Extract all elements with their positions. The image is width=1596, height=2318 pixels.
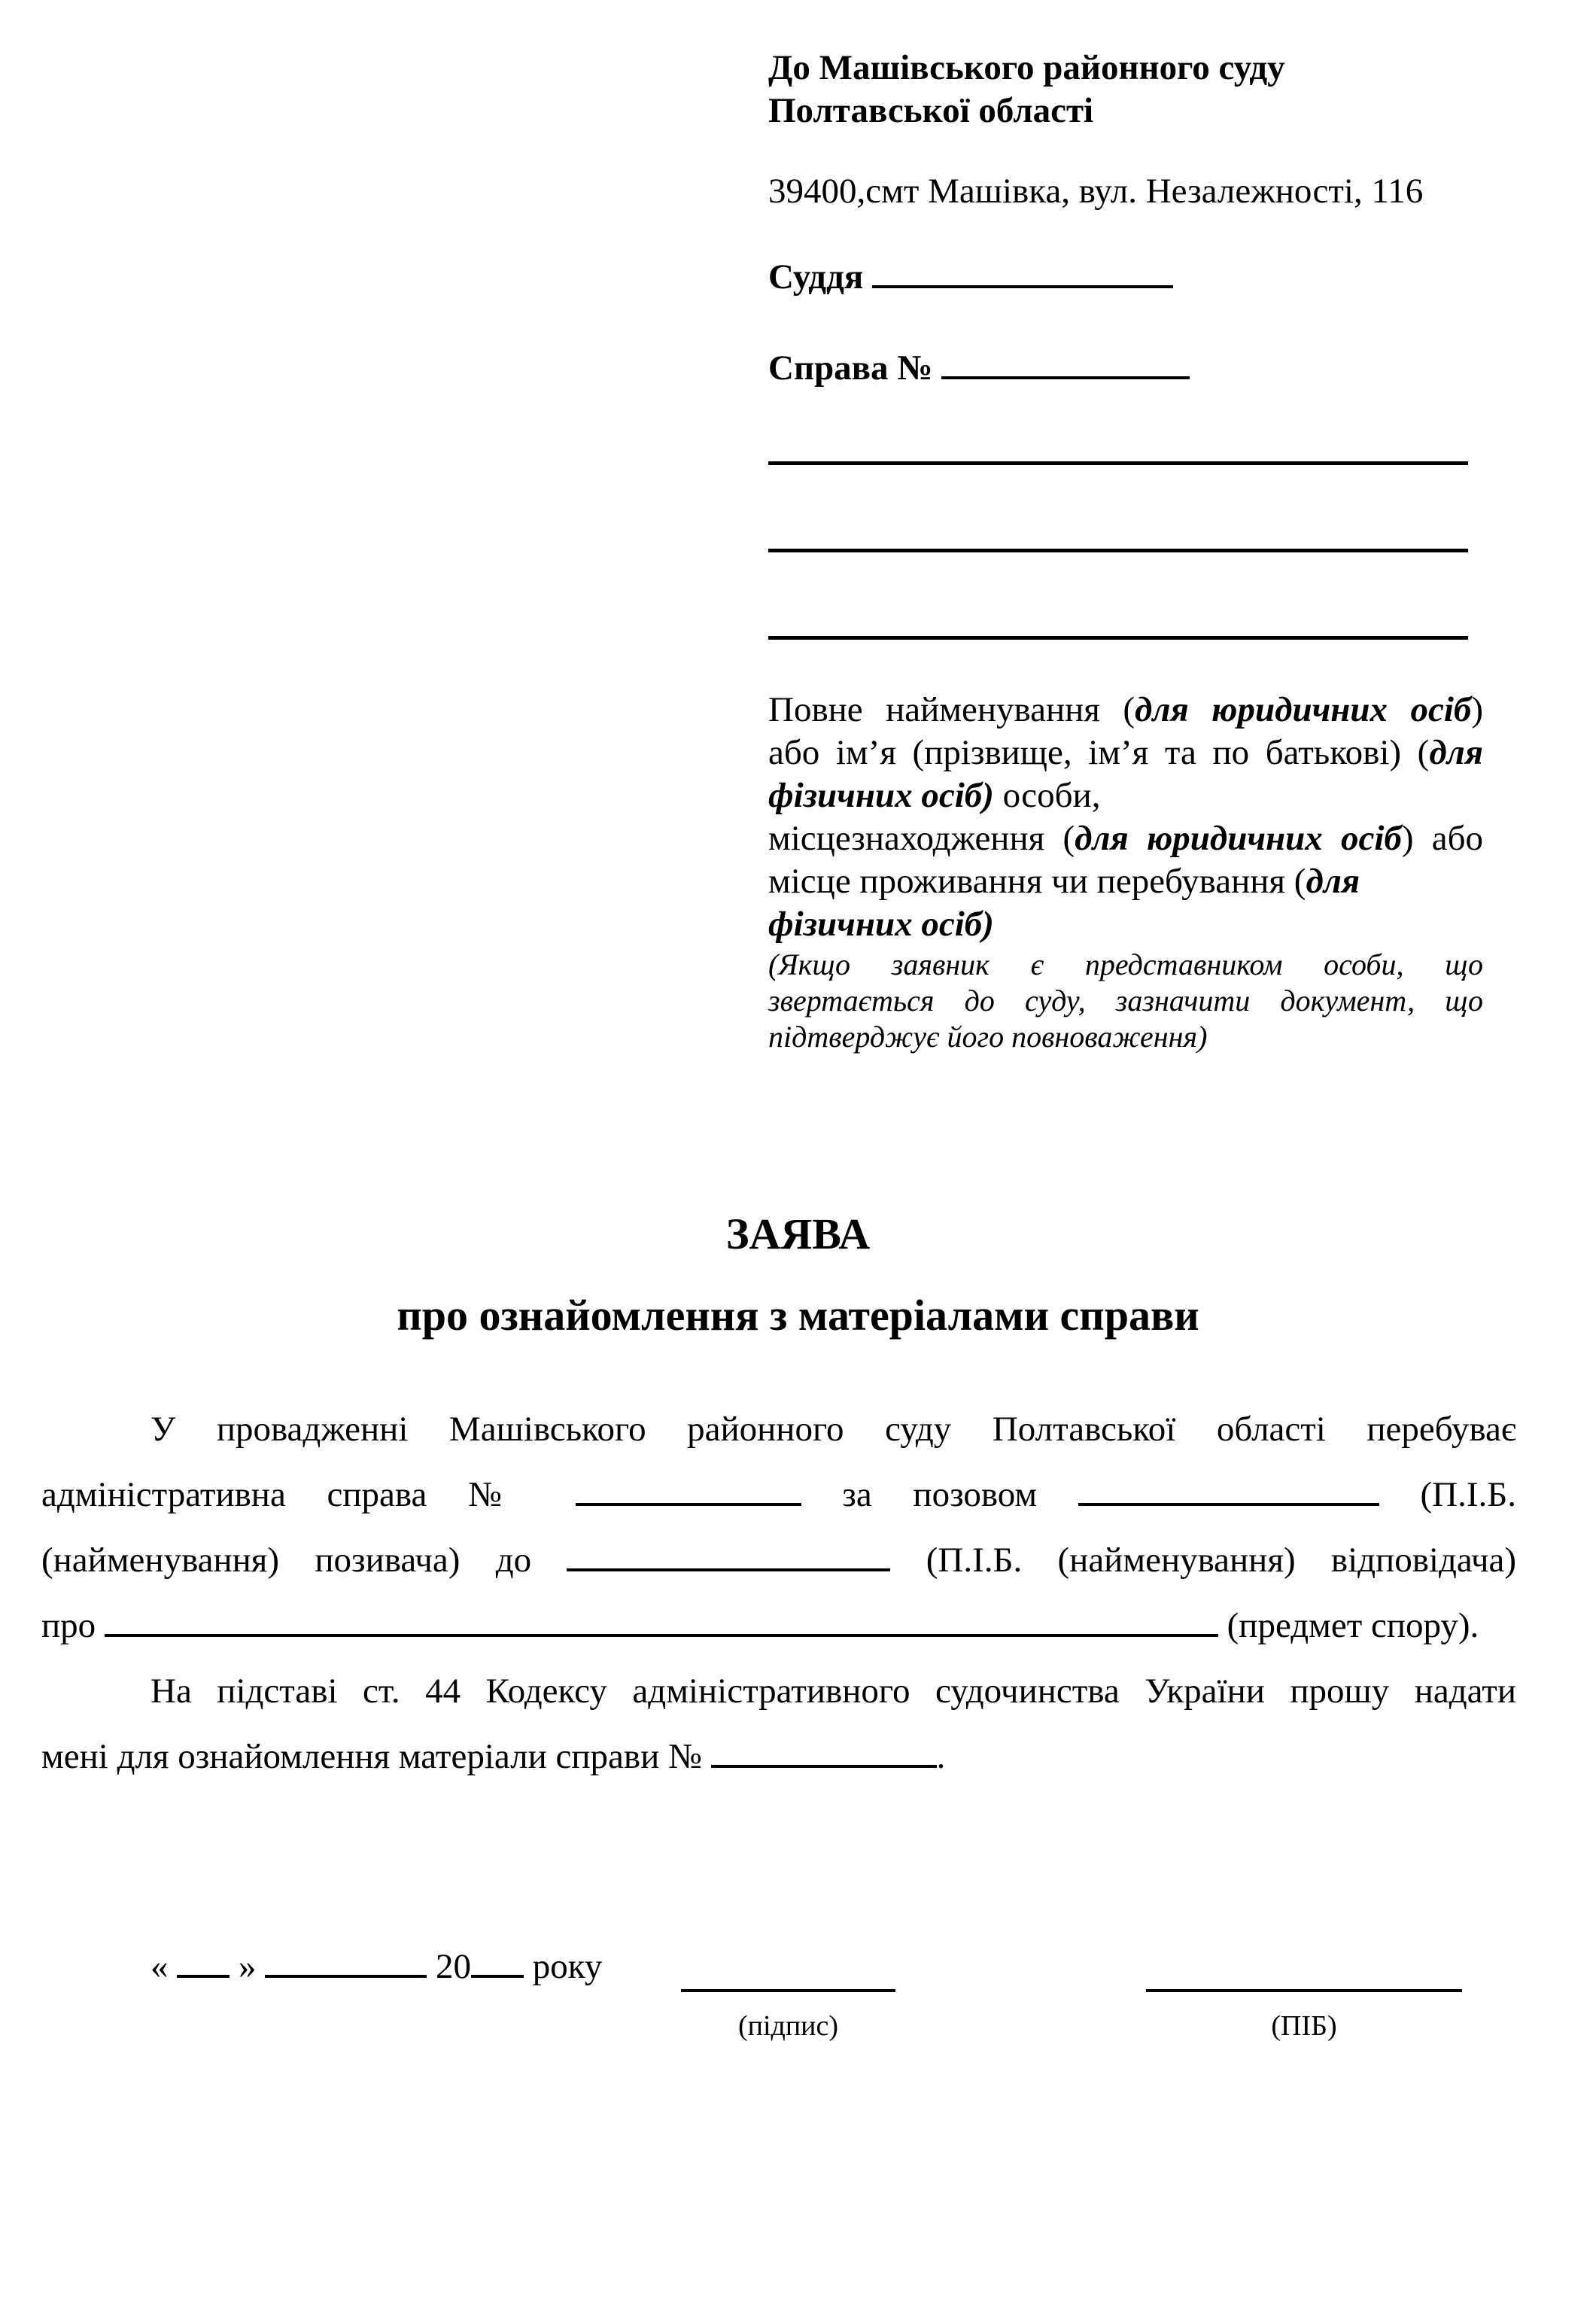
name-caption: (ПІБ) <box>1271 2010 1337 2042</box>
applicant-fill-in-line-1 <box>768 461 1468 465</box>
case-number-row <box>768 347 1491 390</box>
text-segment: фізичних осіб) <box>768 776 994 815</box>
text-segment: ) <box>1471 690 1483 729</box>
text-segment: Повне найменування ( <box>768 690 1135 729</box>
text-segment: . <box>936 1737 946 1776</box>
text-segment: (П.І.Б. <box>1379 1475 1516 1514</box>
text-segment: (найменування) позивача) до <box>41 1541 567 1580</box>
document-subtitle: про ознайомлення з матеріалами справи <box>397 1291 1199 1340</box>
caption-row <box>41 2008 1516 2053</box>
judge-row <box>768 256 1491 299</box>
fill-in-blank <box>576 1479 801 1506</box>
text-line <box>41 1462 1516 1528</box>
text-line <box>768 689 1483 732</box>
text-segment: мені для ознайомлення матеріали справи № <box>41 1737 711 1776</box>
signature-fill-in-line <box>681 1989 895 1992</box>
text-line <box>768 983 1483 1019</box>
text-line <box>768 947 1483 983</box>
representative-note <box>768 947 1483 1055</box>
applicant-fill-in-line-2 <box>768 549 1468 552</box>
fill-in-blank <box>711 1741 937 1768</box>
text-segment: (П.І.Б. (найменування) відповідача) <box>890 1541 1516 1580</box>
court-name-line1: До Машівського районного суду <box>768 48 1285 87</box>
fill-in-blank <box>1078 1479 1379 1506</box>
text-segment: або ім’я (прізвище, ім’я та по батькові) ( <box>768 733 1430 772</box>
text-segment: року <box>524 1947 603 1986</box>
court-name-line2: Полтавської області <box>768 91 1094 130</box>
text-line <box>768 817 1483 860</box>
case-number-fill-in-blank <box>941 354 1190 379</box>
fill-in-blank <box>265 1952 427 1978</box>
text-segment: фізичних осіб) <box>768 905 994 944</box>
text-segment: особи, <box>993 776 1101 815</box>
text-segment: для юридичних осіб <box>1075 819 1402 858</box>
court-address: 39400,смт Машівка, вул. Незалежності, 116 <box>768 172 1424 211</box>
fill-in-blank <box>105 1610 1218 1637</box>
fill-in-blank <box>177 1952 230 1978</box>
text-segment: » <box>230 1947 266 1986</box>
judge-fill-in-blank <box>872 263 1173 288</box>
text-segment: адміністративна справа № <box>41 1475 576 1514</box>
text-line <box>41 1593 1516 1659</box>
text-segment: У провадженні Машівського районного суду Полтавської області перебуває <box>150 1410 1516 1449</box>
text-segment: місцезнаходження ( <box>768 819 1075 858</box>
fill-in-blank <box>471 1952 524 1978</box>
text-segment: « <box>150 1947 178 1986</box>
addressee-block <box>768 47 1491 390</box>
applicant-fill-in-line-3 <box>768 636 1468 640</box>
text-line <box>768 1019 1483 1055</box>
text-segment: для <box>1429 733 1483 772</box>
signature-caption: (підпис) <box>737 2010 839 2042</box>
text-line <box>768 903 1483 946</box>
text-segment: 20 <box>427 1947 471 1986</box>
text-line <box>768 732 1483 774</box>
text-segment: про <box>41 1606 105 1645</box>
text-segment: ) або <box>1401 819 1483 858</box>
text-segment: місце проживання чи перебування ( <box>768 862 1306 901</box>
text-segment: (предмет спору). <box>1218 1606 1479 1645</box>
text-segment: для юридичних осіб <box>1135 690 1472 729</box>
text-segment: (Якщо заявник є представником особи, що <box>768 948 1483 981</box>
date-fill-in <box>150 1934 602 2000</box>
text-line <box>41 1724 1516 1790</box>
body-paragraphs <box>41 1397 1516 1790</box>
document-title: ЗАЯВА <box>725 1209 871 1258</box>
text-line <box>41 1397 1516 1462</box>
text-line <box>41 1528 1516 1593</box>
text-line <box>768 774 1483 817</box>
name-fill-in-line <box>1146 1989 1462 1992</box>
applicant-description <box>768 689 1483 946</box>
text-segment: підтверджує його повноваження) <box>768 1020 1208 1054</box>
text-segment: На підставі ст. 44 Кодексу адміністративного судочинства України прошу надати <box>150 1672 1516 1711</box>
fill-in-blank <box>567 1544 890 1571</box>
text-segment: звертається до суду, зазначити документ, що <box>768 984 1483 1018</box>
text-segment: для <box>1306 862 1360 901</box>
date-signature-row <box>41 1934 1516 2000</box>
text-line <box>768 860 1483 903</box>
case-number-label: Справа № <box>768 348 933 388</box>
judge-label: Суддя <box>768 257 864 297</box>
text-segment: за позовом <box>801 1475 1078 1514</box>
text-line <box>41 1659 1516 1724</box>
